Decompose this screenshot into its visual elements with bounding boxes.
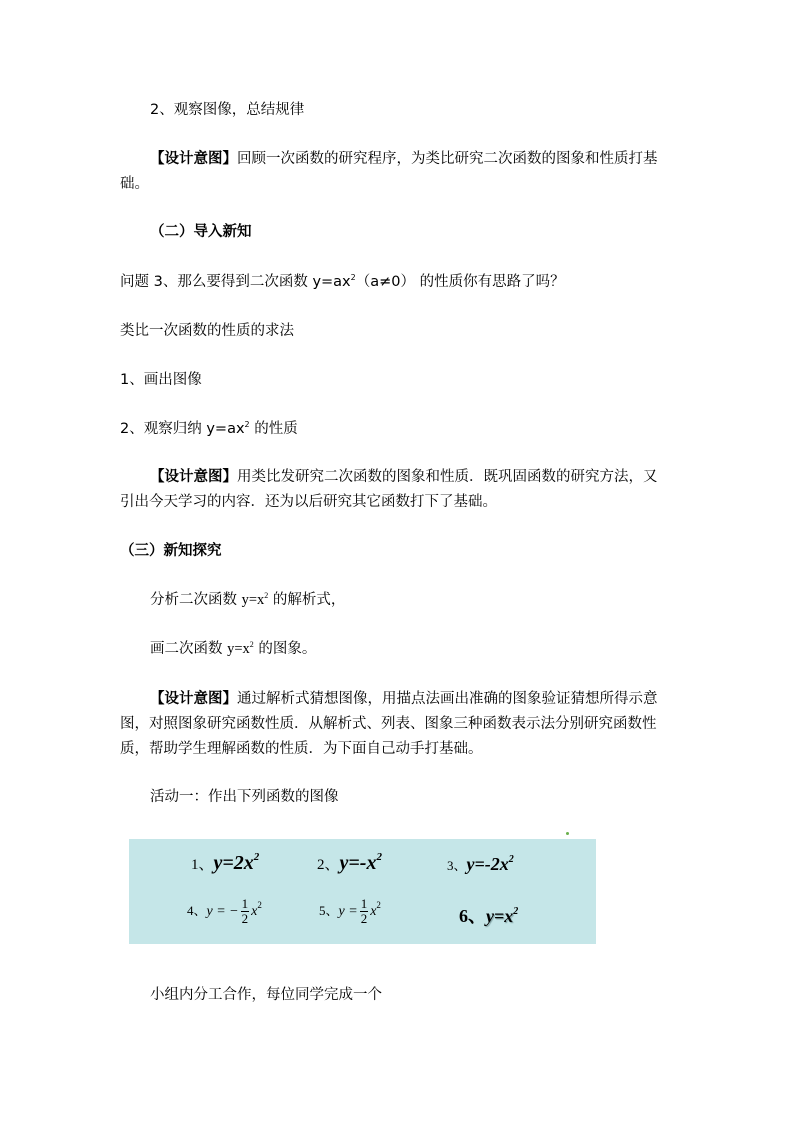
group-work bbox=[150, 983, 382, 1007]
step-observe-summarize bbox=[150, 98, 304, 122]
design-intent-tag: 【设计意图】 bbox=[150, 469, 237, 485]
formula-5 bbox=[319, 897, 381, 926]
formula-5-numerator: 1 bbox=[360, 896, 368, 911]
formula-4-exponent: 2 bbox=[257, 900, 262, 911]
formula-5-exponent: 2 bbox=[376, 900, 381, 911]
question-3-part-a: 问题 3、那么要得到二次函数 y=ax bbox=[120, 274, 351, 290]
formula-4 bbox=[187, 897, 262, 926]
formula-1 bbox=[191, 852, 259, 875]
formula-6 bbox=[459, 902, 518, 928]
draw-part-b: 的图象。 bbox=[253, 641, 317, 657]
analogy-text: 类比一次函数的性质的求法 bbox=[120, 323, 294, 339]
section-3-title bbox=[120, 539, 222, 563]
group-work-text: 小组内分工合作，每位同学完成一个 bbox=[150, 987, 382, 1003]
question-3 bbox=[120, 270, 565, 294]
formula-2 bbox=[317, 852, 382, 875]
analyze-part-a: 分析二次函数 bbox=[150, 592, 242, 608]
formula-1-exponent: 2 bbox=[253, 851, 260, 863]
formula-5-fraction bbox=[360, 897, 369, 926]
analyze-exponent: 2 bbox=[264, 591, 269, 600]
activity-1 bbox=[150, 785, 339, 809]
formula-5-x: x bbox=[370, 904, 377, 920]
formula-3-number: 3、 bbox=[447, 858, 467, 873]
formula-2-number: 2、 bbox=[317, 857, 340, 873]
formula-6-number: 6、 bbox=[459, 906, 486, 926]
step-induct-part-b: 的性质 bbox=[249, 421, 298, 437]
formula-5-lhs: y = bbox=[338, 904, 358, 920]
draw-exponent: 2 bbox=[249, 640, 254, 649]
formula-panel bbox=[129, 839, 596, 944]
question-3-exponent: 2 bbox=[350, 273, 356, 282]
formula-3 bbox=[447, 854, 514, 875]
design-intent-2 bbox=[120, 465, 665, 515]
formula-4-numerator: 1 bbox=[241, 896, 249, 911]
draw-line bbox=[150, 637, 316, 661]
formula-6-exponent: 2 bbox=[513, 906, 519, 917]
draw-part-a: 画二次函数 bbox=[150, 641, 228, 657]
activity-1-text: 活动一：作出下列函数的图像 bbox=[150, 789, 339, 805]
decoration-dot bbox=[566, 832, 569, 835]
design-intent-1 bbox=[120, 147, 665, 197]
design-intent-tag: 【设计意图】 bbox=[150, 691, 237, 707]
section-3-title-text: （三）新知探究 bbox=[120, 543, 222, 559]
step-observe-text: 2、观察图像，总结规律 bbox=[150, 102, 305, 118]
formula-5-number: 5、 bbox=[319, 903, 339, 919]
formula-4-x: x bbox=[251, 904, 258, 920]
section-2-title bbox=[150, 220, 252, 244]
formula-1-expression: y=2x bbox=[213, 852, 254, 874]
question-3-part-b: （a≠0） 的性质你有思路了吗？ bbox=[355, 274, 565, 290]
analogy-line bbox=[120, 319, 294, 343]
step-induct-part-a: 2、观察归纳 y=ax bbox=[120, 421, 245, 437]
step-induct-exponent: 2 bbox=[244, 420, 250, 429]
formula-4-lhs: y = − bbox=[206, 904, 239, 920]
formula-3-expression: y=-2x bbox=[466, 854, 509, 874]
design-intent-text: 通过解析式猜想图像，用描点法画出准确的图象验证猜想所得示意图，对照图象研究函数性质．从解析式、列表、图象三种函数表示法分别研究函数性质，帮助学生理解函数的性质．为下面自己动手打基础。 bbox=[120, 691, 658, 757]
formula-2-expression: y=-x bbox=[339, 852, 377, 874]
analyze-part-b: 的解析式， bbox=[268, 592, 346, 608]
design-intent-text: 用类比发研究二次函数的图象和性质．既巩固函数的研究方法，又引出今天学习的内容．还为以后研究其它函数打下了基础。 bbox=[120, 469, 658, 510]
formula-6-expression: y=x bbox=[486, 906, 514, 926]
formula-3-exponent: 2 bbox=[508, 854, 514, 865]
design-intent-text: 回顾一次函数的研究程序，为类比研究二次函数的图象和性质打基础。 bbox=[120, 151, 658, 192]
design-intent-tag: 【设计意图】 bbox=[150, 151, 237, 167]
analyze-formula: y=x bbox=[241, 592, 265, 608]
formula-4-fraction bbox=[241, 897, 250, 926]
step-draw-graph bbox=[120, 368, 202, 392]
step-induct bbox=[120, 417, 298, 441]
formula-1-number: 1、 bbox=[191, 857, 214, 873]
formula-4-denominator: 2 bbox=[241, 911, 249, 926]
formula-5-denominator: 2 bbox=[360, 911, 368, 926]
step-draw-text: 1、画出图像 bbox=[120, 372, 202, 388]
section-2-title-text: （二）导入新知 bbox=[150, 224, 252, 240]
design-intent-3 bbox=[120, 687, 665, 762]
draw-formula: y=x bbox=[227, 641, 250, 657]
formula-4-number: 4、 bbox=[187, 903, 207, 919]
analyze-line bbox=[150, 588, 345, 612]
formula-2-exponent: 2 bbox=[376, 851, 382, 863]
